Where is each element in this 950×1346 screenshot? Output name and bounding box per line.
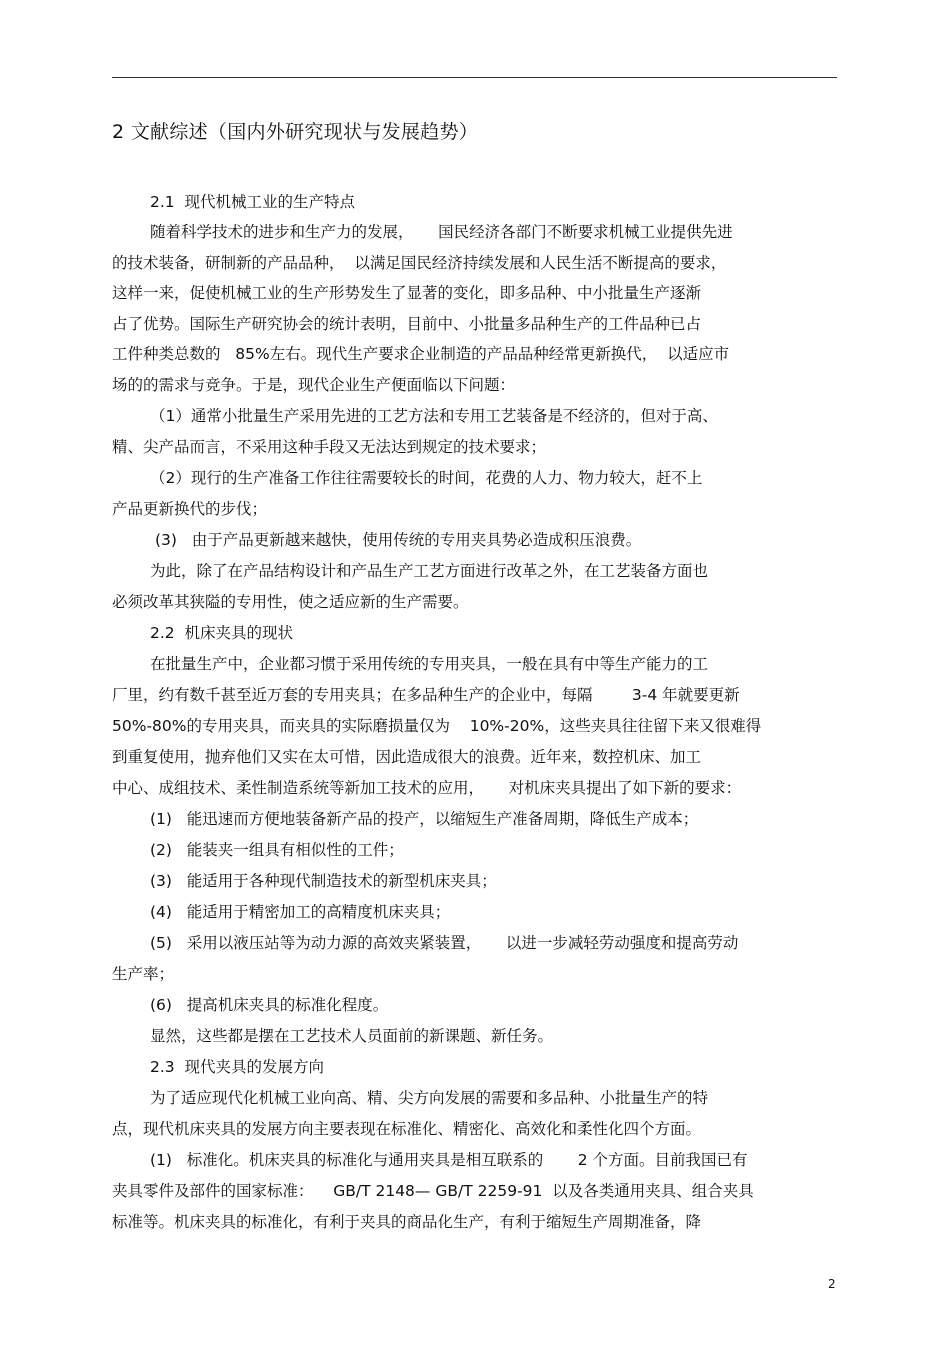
text-line: 为了适应现代化机械工业向高、精、尖方向发展的需要和多品种、小批量生产的特 (150, 1089, 709, 1107)
subsection-heading: 2.2 机床夹具的现状 (150, 624, 294, 642)
list-item: (6) 提高机床夹具的标准化程度。 (150, 996, 389, 1014)
text-line: (3) 由于产品更新越来越快，使用传统的专用夹具势必造成积压浪费。 (155, 531, 642, 549)
text-line: 为此，除了在产品结构设计和产品生产工艺方面进行改革之外，在工艺装备方面也 (150, 562, 709, 580)
text-line: 显然，这些都是摆在工艺技术人员面前的新课题、新任务。 (150, 1027, 554, 1045)
list-item: (1) 能迅速而方便地装备新产品的投产，以缩短生产准备周期，降低生产成本； (150, 810, 699, 828)
header-rule (112, 77, 837, 78)
list-item: (5) 采用以液压站等为动力源的高效夹紧装置， 以进一步减轻劳动强度和提高劳动 (150, 934, 739, 952)
text-line: 精、尖产品而言，不采用这种手段又无法达到规定的技术要求； (112, 438, 547, 456)
text-line: 这样一来，促使机械工业的生产形势发生了显著的变化，即多品种、中小批量生产逐渐 (112, 284, 702, 302)
page-number: 2 (828, 1277, 836, 1291)
text-line: 在批量生产中，企业都习惯于采用传统的专用夹具，一般在具有中等生产能力的工 (150, 655, 709, 673)
text-line: 夹具零件及部件的国家标准： GB/T 2148— GB/T 2259-91 以及各类通用夹具、组合夹具 (112, 1182, 754, 1200)
text-line: 标准等。机床夹具的标准化，有利于夹具的商品化生产，有利于缩短生产周期准备，降 (112, 1213, 702, 1231)
list-item: (4) 能适用于精密加工的高精度机床夹具； (150, 903, 451, 921)
subsection-heading: 2.1 现代机械工业的生产特点 (150, 193, 356, 211)
list-item: (3) 能适用于各种现代制造技术的新型机床夹具； (150, 872, 497, 890)
text-line: 生产率； (112, 965, 175, 983)
text-line: 中心、成组技术、柔性制造系统等新加工技术的应用， 对机床夹具提出了如下新的要求： (112, 779, 742, 797)
text-line: 必须改革其狭隘的专用性，使之适应新的生产需要。 (112, 593, 469, 611)
text-line: 产品更新换代的步伐； (112, 500, 268, 518)
list-item: (1) 标准化。机床夹具的标准化与通用夹具是相互联系的 2 个方面。目前我国已有 (150, 1151, 748, 1169)
text-line: 工件种类总数的 85%左右。现代生产要求企业制造的产品品种经常更新换代， 以适应市 (112, 345, 730, 363)
list-item: (2) 能装夹一组具有相似性的工件； (150, 841, 404, 859)
text-line: 占了优势。国际生产研究协会的统计表明，目前中、小批量多品种生产的工件品种已占 (112, 315, 702, 333)
text-line: 的技术装备，研制新的产品品种， 以满足国民经济持续发展和人民生活不断提高的要求， (112, 254, 727, 272)
section-heading: 2 文献综述（国内外研究现状与发展趋势） (112, 121, 479, 143)
text-line: 场的的需求与竞争。于是，现代企业生产便面临以下问题： (112, 376, 516, 394)
text-line: 到重复使用，抛弃他们又实在太可惜，因此造成很大的浪费。近年来，数控机床、加工 (112, 748, 702, 766)
text-line: 点，现代机床夹具的发展方向主要表现在标准化、精密化、高效化和柔性化四个方面。 (112, 1120, 702, 1138)
subsection-heading: 2.3 现代夹具的发展方向 (150, 1058, 325, 1076)
text-line: 厂里，约有数千甚至近万套的专用夹具；在多品种生产的企业中，每隔 3-4 年就要更新 (112, 686, 740, 704)
text-line: 50%-80%的专用夹具，而夹具的实际磨损量仅为 10%-20%，这些夹具往往留下来又很难得 (112, 717, 762, 735)
text-line: （1）通常小批量生产采用先进的工艺方法和专用工艺装备是不经济的，但对于高、 (150, 407, 718, 425)
text-line: （2）现行的生产准备工作往往需要较长的时间，花费的人力、物力较大，赶不上 (150, 469, 703, 487)
text-line: 随着科学技术的进步和生产力的发展， 国民经济各部门不断要求机械工业提供先进 (150, 223, 733, 241)
